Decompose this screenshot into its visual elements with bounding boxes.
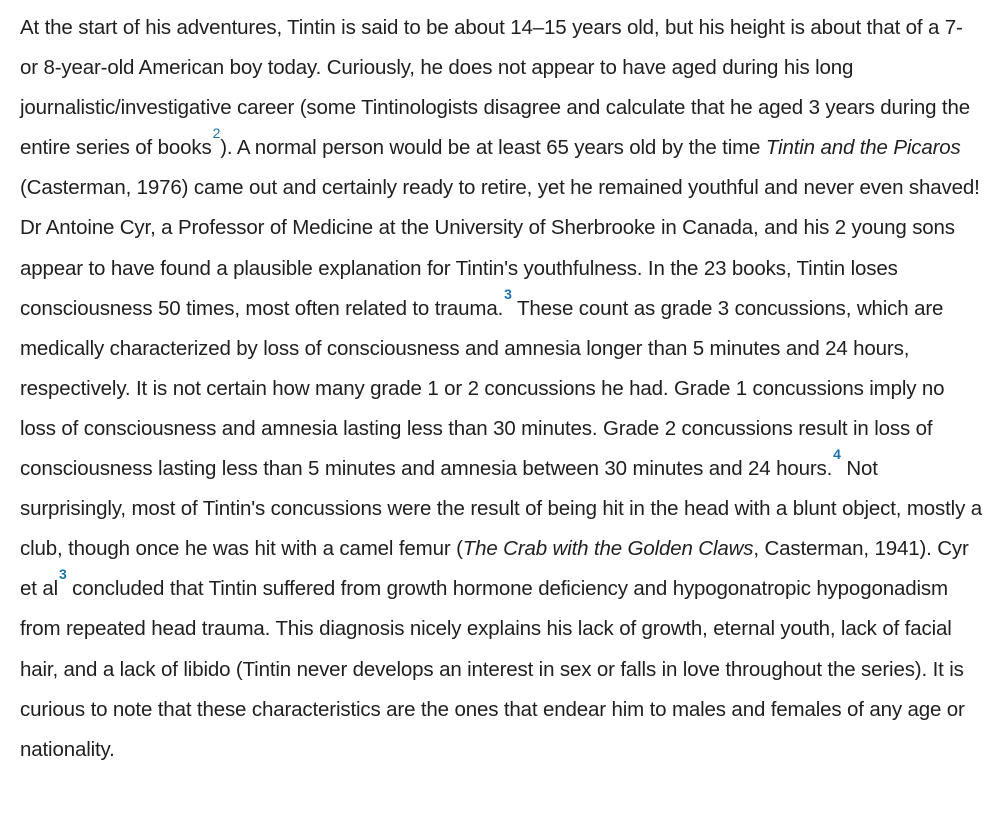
paragraph-text: At the start of his adventures, Tintin is said to be about 14–15 years old, but his height is about that of a 7- or 8-year-old American boy today. Curiously, he does not appear to have aged during his long journalistic/investigative career (some Tintinologists disagree and calculate that he aged 3 years during the entire series of books (20, 16, 970, 160)
reference-link-3[interactable]: 3 (59, 566, 67, 583)
reference-link-2[interactable]: 2 (212, 125, 221, 142)
reference-link-3[interactable]: 3 (504, 285, 512, 302)
paragraph-text: These count as grade 3 concussions, which are medically characterized by loss of consciousness and amnesia longer than 5 minutes and 24 hours, respectively. It is not certain how many grade 1 or 2 concussions he had. Grade 1 concussions imply no loss of consciousness and amnesia lasting less than 30 minutes. Grade 2 concussions result in loss of consciousness lasting less than 5 minutes and amnesia between 30 minutes and 24 hours. (20, 296, 945, 481)
paragraph-text: Not surprisingly, most of Tintin's concussions were the result of being hit in the head with a blunt object, mostly a club, though once he was hit with a camel femur ( (20, 457, 982, 561)
paragraph-text: (Casterman, 1976) came out and certainly ready to retire, yet he remained youthful and never even shaved! Dr Antoine Cyr, a Professor of Medicine at the University of Sherbrooke in Canada, and his 2 young sons appear to have found a plausible explanation for Tintin's youthfulness. In the 23 books, Tintin loses consciousness 50 times, most often related to trauma. (20, 176, 980, 320)
paragraph-text: ). A normal person would be at least 65 years old by the time (220, 136, 766, 160)
reference-link-4[interactable]: 4 (833, 446, 841, 463)
book-title-italic: Tintin and the Picaros (765, 136, 961, 160)
paragraph-text: concluded that Tintin suffered from growth hormone deficiency and hypogonatropic hypogonadism from repeated head trauma. This diagnosis nicely explains his lack of growth, eternal youth, lack of facial hair, and a lack of libido (Tintin never develops an interest in sex or falls in love throughout the series). It is curious to note that these characteristics are the ones that endear him to males and females of any age or nationality. (20, 577, 965, 761)
book-title-italic: The Crab with the Golden Claws (462, 537, 754, 561)
paragraph-text: , Casterman, 1941). Cyr et al (20, 537, 969, 601)
